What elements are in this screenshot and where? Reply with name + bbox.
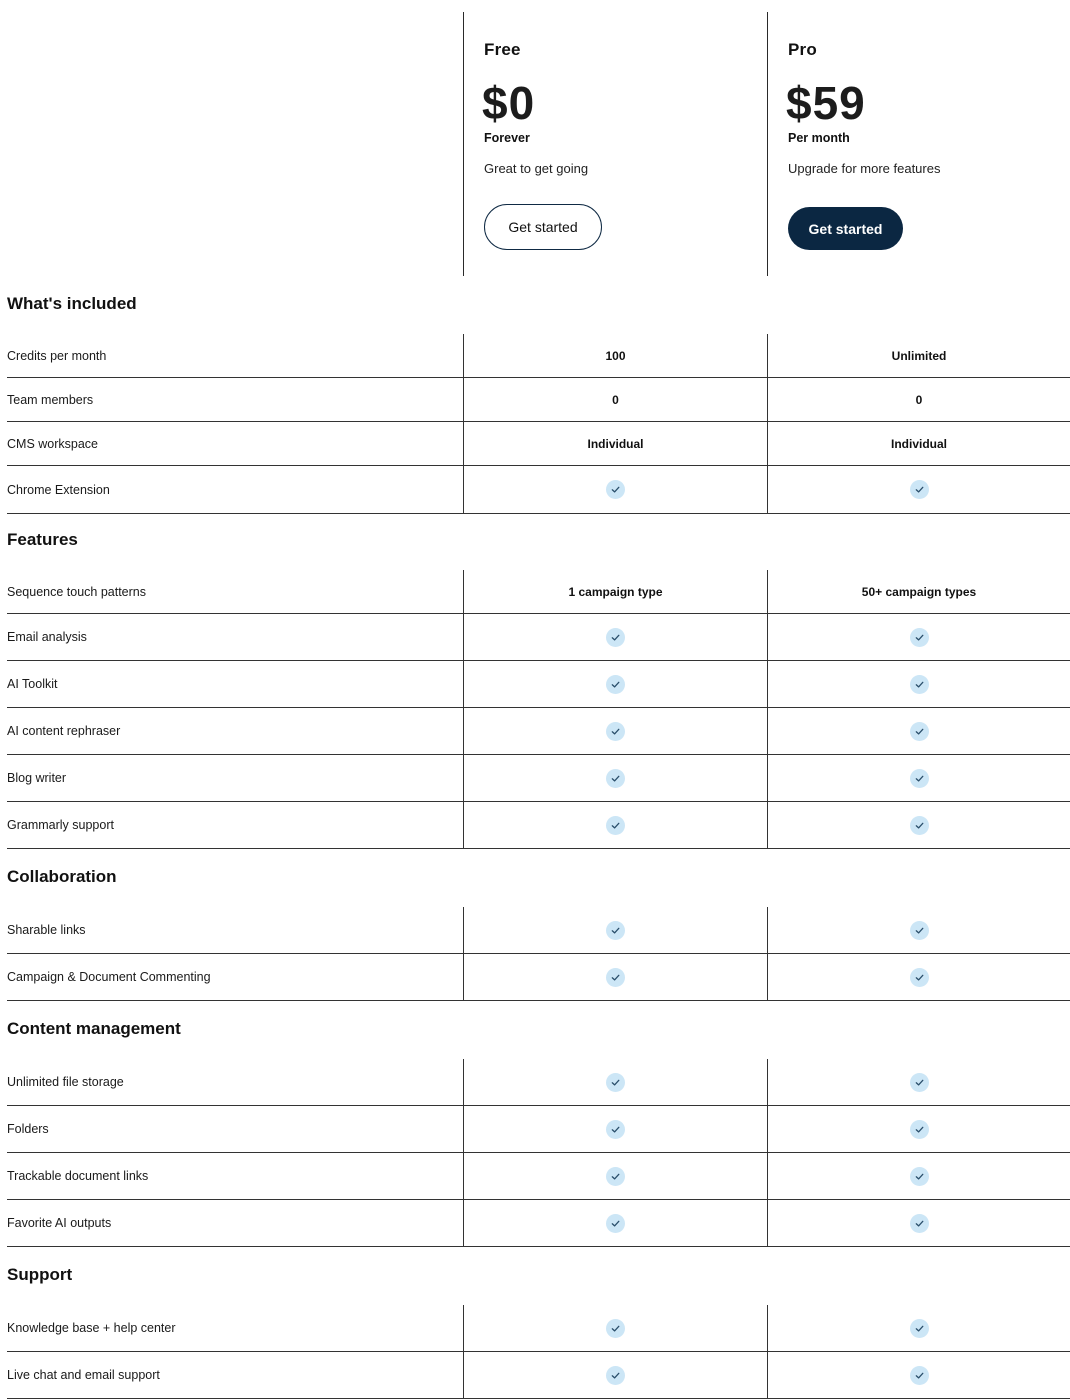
included-cell: [463, 1352, 767, 1398]
plan-description: Upgrade for more features: [788, 161, 941, 176]
table-row: [7, 614, 1070, 661]
check-icon: [606, 769, 625, 788]
cell-value: Individual: [890, 436, 947, 451]
cell-value: 1 campaign type: [568, 584, 663, 599]
section-title: Support: [7, 1265, 73, 1284]
value-cell: [463, 334, 767, 377]
value-cell: [767, 378, 1070, 421]
row-label: Trackable document links: [7, 1169, 149, 1183]
row-label: Email analysis: [7, 630, 87, 644]
check-icon: [910, 722, 929, 741]
check-icon: [910, 628, 929, 647]
plan-free: [463, 12, 767, 276]
value-cell: [767, 422, 1070, 465]
included-cell: [767, 1352, 1070, 1398]
included-cell: [463, 755, 767, 801]
included-cell: [463, 1200, 767, 1246]
row-label: Unlimited file storage: [7, 1075, 124, 1089]
plan-name: Free: [484, 40, 521, 59]
row-label: Sequence touch patterns: [7, 584, 146, 599]
table-row: [7, 661, 1070, 708]
included-cell: [463, 466, 767, 513]
check-icon: [606, 1214, 625, 1233]
included-cell: [767, 466, 1070, 513]
table-row: [7, 1059, 1070, 1106]
check-icon: [606, 921, 625, 940]
table-row: [7, 1352, 1070, 1399]
plan-period: Forever: [484, 131, 530, 145]
check-icon: [910, 1366, 929, 1385]
table-row: [7, 755, 1070, 802]
row-label: AI content rephraser: [7, 724, 121, 738]
included-cell: [767, 1153, 1070, 1199]
included-cell: [767, 708, 1070, 754]
check-icon: [606, 816, 625, 835]
plan-price: $59: [786, 77, 866, 129]
check-icon: [606, 968, 625, 987]
cell-value: Unlimited: [891, 348, 947, 363]
check-icon: [910, 1120, 929, 1139]
check-icon: [606, 1073, 625, 1092]
check-icon: [606, 1366, 625, 1385]
included-cell: [767, 1059, 1070, 1105]
check-icon: [910, 480, 929, 499]
table-row: [7, 466, 1070, 514]
included-cell: [767, 907, 1070, 953]
section-title: Collaboration: [7, 867, 117, 886]
included-cell: [463, 954, 767, 1000]
included-cell: [767, 614, 1070, 660]
row-label: Live chat and email support: [7, 1368, 160, 1382]
included-cell: [463, 1106, 767, 1152]
table-row: [7, 907, 1070, 954]
value-cell: [767, 570, 1070, 613]
row-label: Knowledge base + help center: [7, 1321, 176, 1335]
check-icon: [606, 1167, 625, 1186]
check-icon: [910, 1319, 929, 1338]
cell-value: Individual: [587, 436, 644, 451]
included-cell: [767, 661, 1070, 707]
plan-pro: [767, 12, 1070, 276]
get-started-free-button[interactable]: Get started: [484, 204, 602, 250]
check-icon: [606, 628, 625, 647]
plan-name: Pro: [788, 40, 817, 59]
included-cell: [767, 1200, 1070, 1246]
value-cell: [463, 570, 767, 613]
included-cell: [767, 1106, 1070, 1152]
value-cell: [463, 422, 767, 465]
row-label: Blog writer: [7, 771, 67, 785]
section-title: Features: [7, 530, 78, 549]
included-cell: [767, 755, 1070, 801]
row-label: Chrome Extension: [7, 482, 110, 497]
row-label: Sharable links: [7, 923, 86, 937]
plan-price: $0: [482, 77, 536, 129]
row-label: Folders: [7, 1122, 49, 1136]
cell-value: 100: [605, 348, 626, 363]
row-label: Credits per month: [7, 348, 107, 363]
table-row: [7, 334, 1070, 378]
table-row: [7, 708, 1070, 755]
included-cell: [463, 1153, 767, 1199]
plan-period: Per month: [788, 131, 850, 145]
section-title: What's included: [7, 294, 137, 313]
table-row: [7, 378, 1070, 422]
table-row: [7, 1305, 1070, 1352]
check-icon: [910, 968, 929, 987]
check-icon: [910, 921, 929, 940]
check-icon: [606, 675, 625, 694]
included-cell: [463, 708, 767, 754]
check-icon: [606, 1120, 625, 1139]
check-icon: [606, 722, 625, 741]
check-icon: [606, 480, 625, 499]
included-cell: [767, 802, 1070, 848]
table-row: [7, 570, 1070, 614]
row-label: Favorite AI outputs: [7, 1216, 112, 1230]
table-row: [7, 1106, 1070, 1153]
row-label: CMS workspace: [7, 436, 98, 451]
included-cell: [463, 1059, 767, 1105]
cell-value: 50+ campaign types: [861, 584, 977, 599]
included-cell: [767, 1305, 1070, 1351]
check-icon: [910, 769, 929, 788]
included-cell: [463, 802, 767, 848]
row-label: AI Toolkit: [7, 677, 58, 691]
check-icon: [910, 816, 929, 835]
row-label: Team members: [7, 392, 94, 407]
section-title: Content management: [7, 1019, 181, 1038]
table-row: [7, 954, 1070, 1001]
check-icon: [910, 1214, 929, 1233]
included-cell: [463, 1305, 767, 1351]
included-cell: [463, 907, 767, 953]
plan-description: Great to get going: [484, 161, 589, 176]
included-cell: [463, 661, 767, 707]
table-row: [7, 1200, 1070, 1247]
included-cell: [767, 954, 1070, 1000]
table-row: [7, 422, 1070, 466]
check-icon: [606, 1319, 625, 1338]
check-icon: [910, 1073, 929, 1092]
cell-value: 0: [612, 392, 619, 407]
value-cell: [767, 334, 1070, 377]
table-row: [7, 1153, 1070, 1200]
table-row: [7, 802, 1070, 849]
included-cell: [463, 614, 767, 660]
get-started-pro-button[interactable]: Get started: [788, 207, 903, 250]
row-label: Campaign & Document Commenting: [7, 970, 211, 984]
cell-value: 0: [915, 392, 923, 407]
row-label: Grammarly support: [7, 818, 114, 832]
value-cell: [463, 378, 767, 421]
check-icon: [910, 675, 929, 694]
check-icon: [910, 1167, 929, 1186]
